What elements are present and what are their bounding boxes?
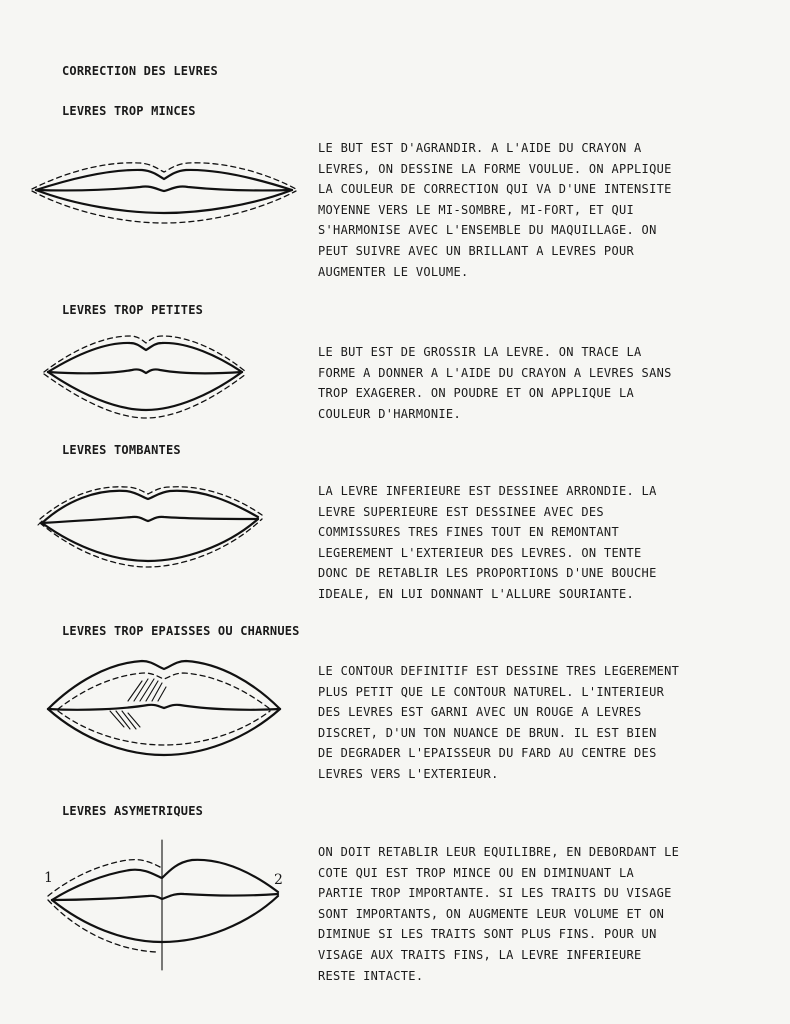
- section-heading-drooping-lips: LEVRES TOMBANTES: [62, 443, 181, 457]
- asymmetric-lips-icon: [44, 838, 294, 973]
- thin-lips-icon: [30, 155, 300, 230]
- section-text-asymmetric-lips: ON DOIT RETABLIR LEUR EQUILIBRE, EN DEBORDANT LE COTE QUI EST TROP MINCE OU EN DIMINUANT LA PARTIE TROP IMPORTANTE. SI LES TRAITS DU VISAGE SONT IMPORTANTS, ON AUGMENTE LEUR VOLUME ET ON DIMINUE SI LES TRAITS SONT PLUS FINS. POUR UN VISAGE AUX TRAITS FINS, LA LEVRE INFERIEURE RESTE INTACTE.: [318, 845, 680, 983]
- section-text-small-lips: LE BUT EST DE GROSSIR LA LEVRE. ON TRACE LA FORME A DONNER A L'AIDE DU CRAYON A LEVRES SANS TROP EXAGERER. ON POUDRE ET ON APPLIQUE LA COULEUR D'HARMONIE.: [318, 345, 672, 421]
- section-text-thick-lips: LE CONTOUR DEFINITIF EST DESSINE TRES LEGEREMENT PLUS PETIT QUE LE CONTOUR NATUREL. L'INTERIEUR DES LEVRES EST GARNI AVEC UN ROUGE A LEVRES DISCRET, D'UN TON NUANCE DE BRUN. IL EST BIEN DE DEGRADER L'EPAISSEUR DU FARD AU CENTRE DES LEVRES VERS L'EXTERIEUR.: [318, 664, 680, 781]
- small-lips-icon: [40, 330, 250, 425]
- section-heading-thin-lips: LEVRES TROP MINCES: [62, 104, 196, 118]
- label-side-2: 2: [274, 872, 283, 888]
- section-text-thin-lips: LE BUT EST D'AGRANDIR. A L'AIDE DU CRAYON A LEVRES, ON DESSINE LA FORME VOULUE. ON APPLIQUE LA COULEUR DE CORRECTION QUI VA D'UNE INTENSITE MOYENNE VERS LE MI-SOMBRE, MI-FORT, ET QUI S'HARMONISE AVEC L'ENSEMBLE DU MAQUILLAGE. ON PEUT SUIVRE AVEC UN BRILLANT A LEVRES POUR AUGMENTER LE VOLUME.: [318, 141, 672, 279]
- section-heading-thick-lips: LEVRES TROP EPAISSES OU CHARNUES: [62, 624, 300, 638]
- page-title: CORRECTION DES LEVRES: [62, 64, 218, 78]
- thick-lips-icon: [44, 655, 284, 760]
- section-text-drooping-lips: LA LEVRE INFERIEURE EST DESSINEE ARRONDIE. LA LEVRE SUPERIEURE EST DESSINEE AVEC DES COMMISSURES TRES FINES TOUT EN REMONTANT LEGEREMENT L'EXTERIEUR DES LEVRES. ON TENTE DONC DE RETABLIR LES PROPORTIONS D'UNE BOUCHE IDEALE, EN LUI DONNANT L'ALLURE SOURIANTE.: [318, 484, 657, 601]
- drooping-lips-icon: [36, 475, 266, 570]
- section-heading-asymmetric-lips: LEVRES ASYMETRIQUES: [62, 804, 204, 818]
- label-side-1: 1: [44, 870, 53, 886]
- section-heading-small-lips: LEVRES TROP PETITES: [62, 303, 204, 317]
